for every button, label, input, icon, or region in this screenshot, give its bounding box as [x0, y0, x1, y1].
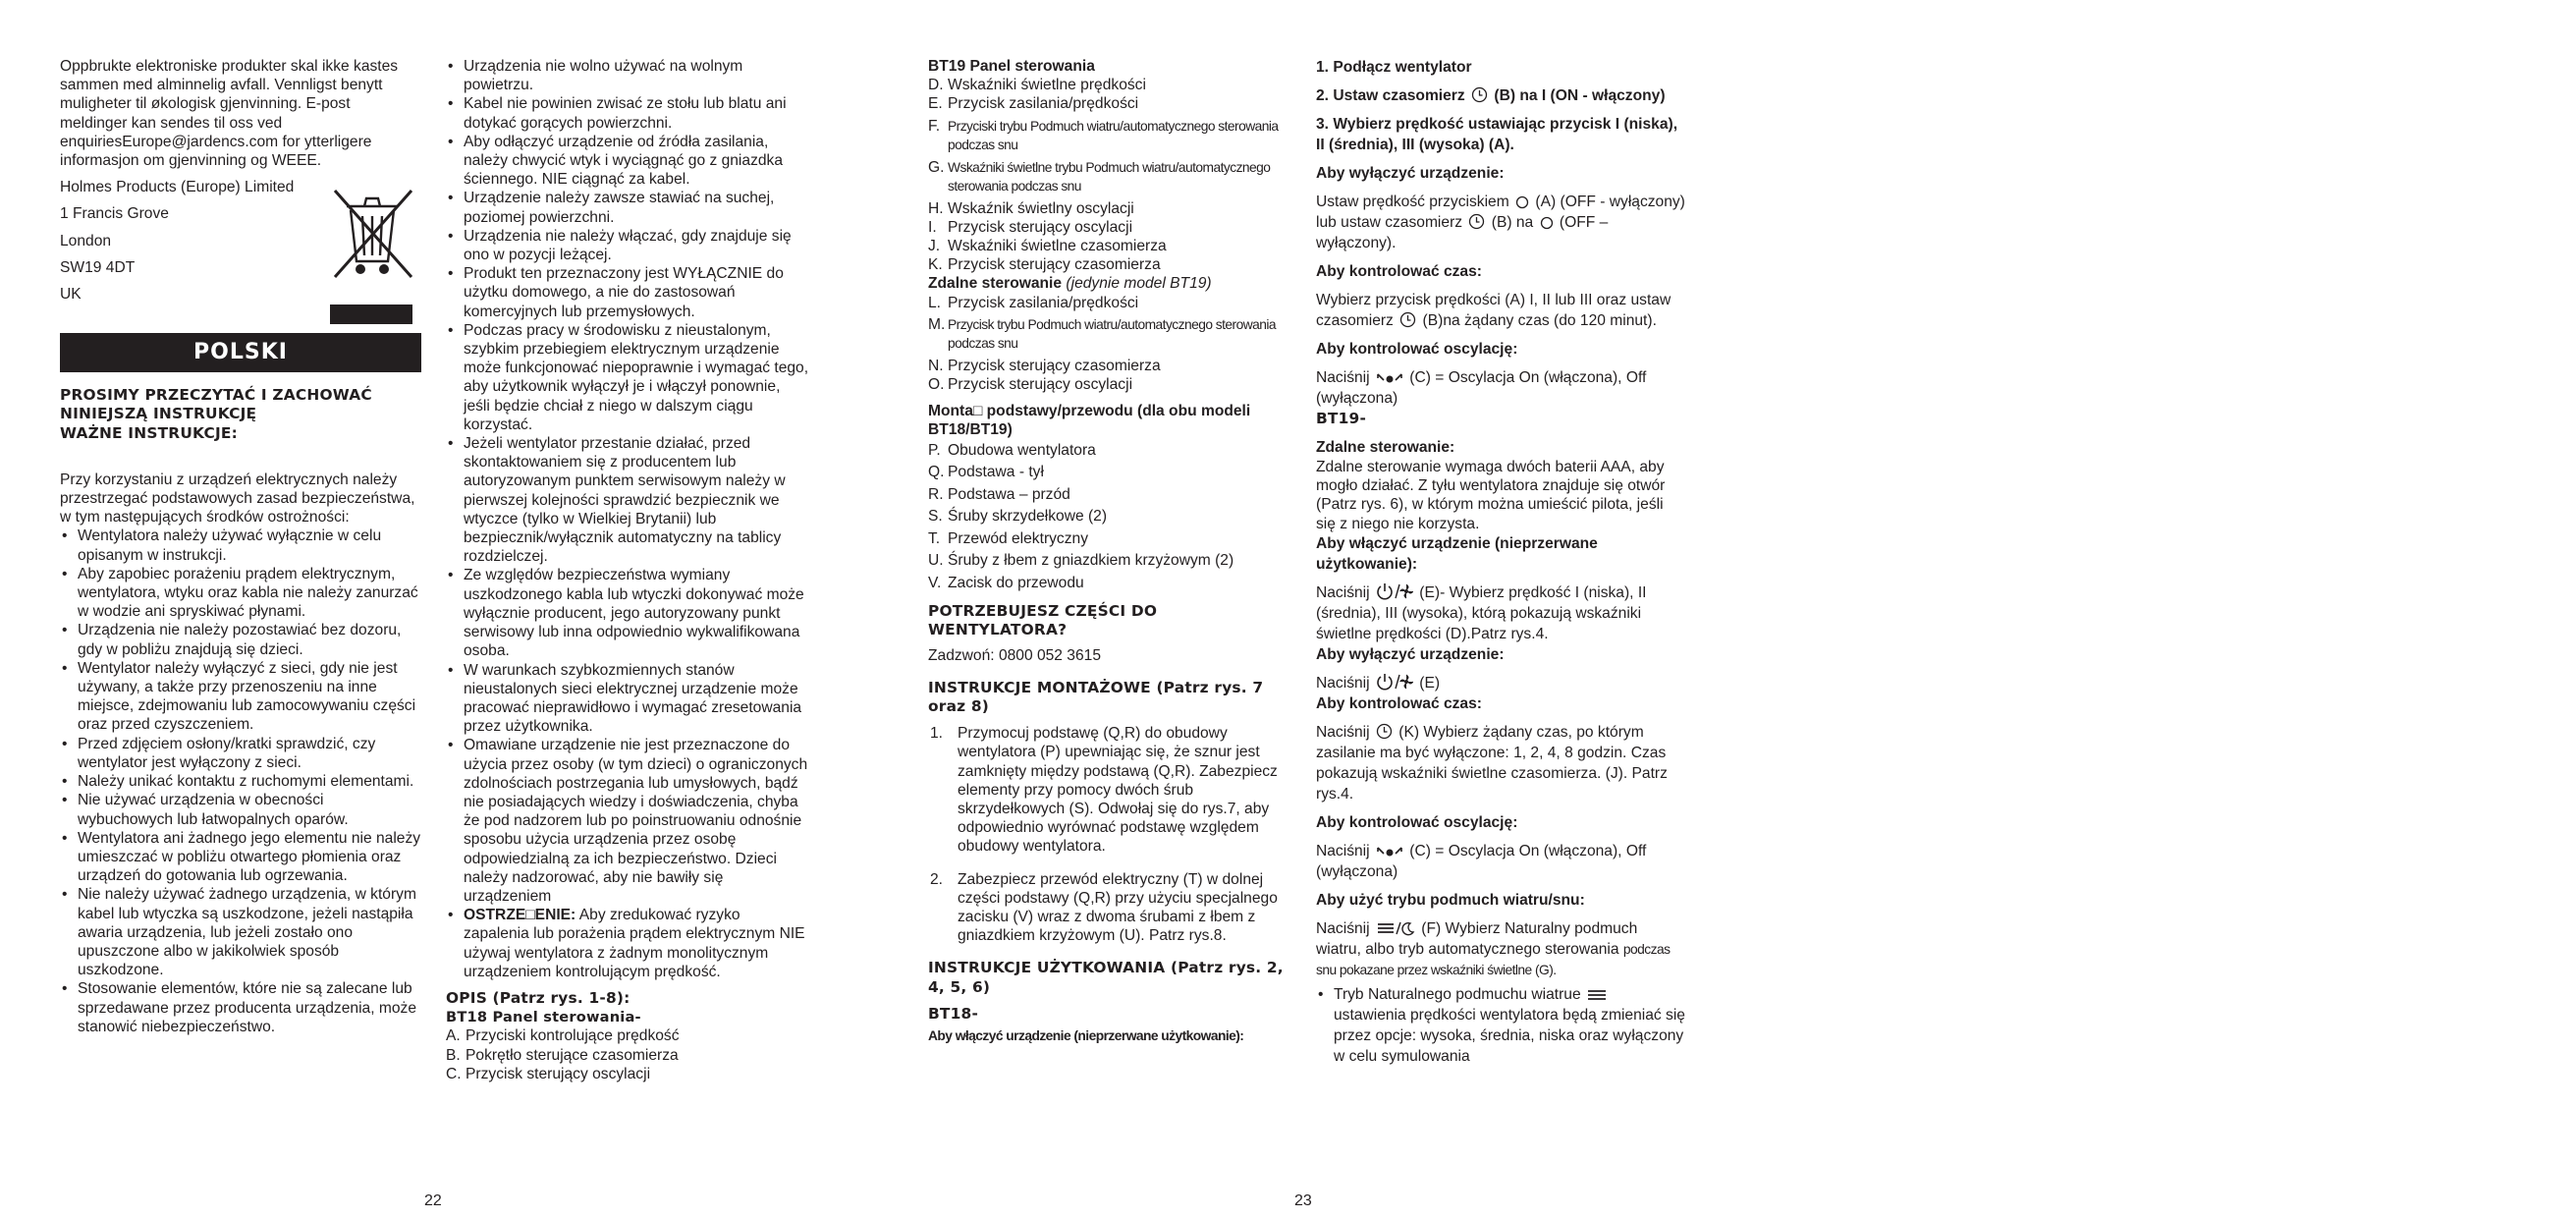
off2-heading: Aby wyłączyć urządzenie: — [1316, 645, 1505, 663]
page-number-left: 22 — [424, 1192, 442, 1209]
address-line: 1 Francis Grove — [60, 205, 169, 223]
bt18-panel-heading: BT18 Panel sterowania- — [446, 1009, 641, 1026]
list-item: • Tryb Naturalnego podmuchu wiatrue ustawienia prędkości wentylatora będą zmieniać się przez opcje: wysoka, średnia, niska oraz wyłączony w celu symulowania — [1316, 984, 1685, 1067]
list-item: V. Zacisk do przewodu — [928, 574, 1084, 591]
remote-usage-heading: Zdalne sterowanie: — [1316, 439, 1455, 456]
list-item: M. Przycisk trybu Podmuch wiatru/automatycznego sterowania podczas snu — [928, 315, 1276, 352]
list-item: • Produkt ten przeznaczony jest WYŁĄCZNIE do użytku domowego, a nie do zastosowań komercyjnych lub przemysłowych. — [446, 264, 809, 321]
timer-icon — [1399, 311, 1416, 328]
left-column-2 — [446, 57, 809, 1083]
bt18-panel-list — [446, 1026, 809, 1083]
list-item: • W warunkach szybkozmiennych stanów nieustalonych sieci elektrycznej urządzenie może pracować nieprawidłowo i wymagać zresetowania przez użytkownika. — [446, 661, 809, 737]
parts-heading: POTRZEBUJESZ CZĘŚCI DO WENTYLATORA? — [928, 602, 1158, 639]
power-speed-icon — [1376, 673, 1413, 691]
warning-text: Aby zredukować ryzyko zapalenia lub porażenia prądem elektrycznym NIE używaj wentylatora z żadnym monolitycznym urządzeniem kontrolującym prędkość. — [464, 907, 805, 980]
bt19-panel-list — [928, 76, 1291, 274]
timer-icon — [1376, 723, 1393, 740]
list-item: F. Przyciski trybu Podmuch wiatru/automatycznego sterowania podczas snu — [928, 117, 1279, 153]
list-item: H. Wskaźnik świetlny oscylacji — [928, 199, 1134, 217]
time-text: Wybierz przycisk prędkości (A) I, II lub III oraz ustaw czasomierz (B)na żądany czas (do 120 minut). — [1316, 292, 1672, 329]
bt18-on-heading: Aby włączyć urządzenie (nieprzerwane użytkowanie): — [928, 1028, 1244, 1043]
list-item: • Wentylatora należy używać wyłącznie w celu opisanym w instrukcji. — [60, 526, 421, 564]
timer-icon — [1468, 213, 1485, 230]
parts-phone: Zadzwoń: 0800 052 3615 — [928, 646, 1102, 664]
safety-list-continued — [446, 57, 809, 981]
off-text: Ustaw prędkość przyciskiem (A) (OFF - wyłączony) lub ustaw czasomierz (B) na (OFF – wyłączony). — [1316, 194, 1685, 251]
address-line: Holmes Products (Europe) Limited — [60, 179, 295, 196]
list-item: 2. Zabezpiecz przewód elektryczny (T) w dolnej części podstawy (Q,R) przy użyciu specjalnego zacisku (V) wraz z dwoma śrubami z łbem z gniazdkiem krzyżowym (U). Patrz rys.8. — [930, 870, 1278, 945]
time2-text: Naciśnij (K) Wybierz żądany czas, po którym zasilanie ma być wyłączone: 1, 2, 4, 8 godzin. Czas pokazują wskaźniki świetlne czasomierza. (J). Patrz rys.4. — [1316, 723, 1668, 803]
list-item: • Aby zapobiec porażeniu prądem elektrycznym, wentylatora, wtyku oraz kabla nie należy zanurzać w wodzie ani spryskiwać płynami. — [60, 565, 421, 622]
list-item: • Przed zdjęciem osłony/kratki sprawdzić, czy wentylator jest wyłączony z sieci. — [60, 735, 421, 772]
list-item: • Kabel nie powinien zwisać ze stołu lub blatu ani dotykać gorących powierzchni. — [446, 94, 809, 132]
address-line: London — [60, 232, 112, 249]
oscillation-icon — [1376, 845, 1403, 859]
warning-label: OSTRZE□ENIE: — [464, 907, 576, 924]
list-item: • Nie używać urządzenia w obecności wybuchowych lub łatwopalnych oparów. — [60, 791, 421, 828]
important-instructions-heading: WAŻNE INSTRUKCJE: — [60, 423, 238, 442]
breeze-sleep-icon — [1376, 920, 1415, 936]
list-item: • Wentylatora ani żadnego jego elementu nie należy umieszczać w pobliżu otwartego płomienia oraz urządzeń do gotowania lub ogrzewania. — [60, 829, 421, 886]
list-item: E. Przycisk zasilania/prędkości — [928, 95, 1139, 113]
safety-intro: Przy korzystaniu z urządzeń elektrycznych należy przestrzegać podstawowych zasad bezpieczeństwa, w tym następujących środków ostrożności: — [60, 471, 415, 526]
list-item: A. Przyciski kontrolujące prędkość — [446, 1027, 680, 1045]
list-item: • Omawiane urządzenie nie jest przeznaczone do użycia przez osoby (w tym dzieci) o ograniczonych zdolnościach postrzegania lub umysłowych, bądź nie posiadających wiedzy i doświadczenia, chyba że pod nadzorem lub po poinstruowaniu odnośnie sposobu użycia urządzenia przez osobę odpowiedzialną za ich bezpieczeństwo. Dzieci należy nadzorować, aby nie bawiły się urządzeniem — [446, 736, 809, 906]
list-item: O. Przycisk sterujący oscylacji — [928, 376, 1133, 394]
bt18-usage-heading: BT18- — [928, 1004, 979, 1023]
weee-underline-bar — [330, 305, 412, 324]
right-column-1 — [928, 57, 1291, 1046]
list-item: T. Przewód elektryczny — [928, 529, 1088, 547]
off-circle-icon — [1515, 195, 1529, 209]
remote-heading: Zdalne sterowanie (jedynie model BT19) — [928, 275, 1212, 293]
list-item: • Wentylator należy wyłączyć z sieci, gdy nie jest używany, a także przy przenoszeniu na inne miejsce, zdejmowaniu lub zamocowywaniu części oraz przed czyszczeniem. — [60, 659, 421, 735]
list-item: • Urządzenia nie należy pozostawiać bez dozoru, gdy w pobliżu znajdują się dzieci. — [60, 621, 421, 658]
list-item: • Urządzenie należy zawsze stawiać na suchej, poziomej powierzchni. — [446, 189, 809, 226]
list-item: C. Przycisk sterujący oscylacji — [446, 1065, 651, 1082]
list-item: D. Wskaźniki świetlne prędkości — [928, 77, 1146, 94]
step-speed: 3. Wybierz prędkość ustawiając przycisk I (niska), II (średnia), III (wysoka) (A). — [1316, 116, 1678, 153]
list-item: G. Wskaźniki świetlne trybu Podmuch wiatru/automatycznego sterowania podczas snu — [928, 158, 1271, 194]
usage-heading: INSTRUKCJE UŻYTKOWANIA (Patrz rys. 2, 4, 5, 6) — [928, 959, 1284, 996]
breeze-icon — [1587, 988, 1607, 1002]
opis-heading: OPIS (Patrz rys. 1-8): — [446, 988, 630, 1007]
off2-text: Naciśnij (E) — [1316, 674, 1441, 692]
list-item: • Jeżeli wentylator przestanie działać, przed skontaktowaniem się z producentem lub autoryzowanym punktem serwisowym należy w pierwszej kolejności sprawdzić bezpiecznik we wtyczce (tylko w Wielkiej Brytanii) lub bezpiecznik/wyłącznik automatyczny na tablicy rozdzielczej. — [446, 434, 809, 566]
bt19-panel-heading: BT19 Panel sterowania — [928, 58, 1095, 75]
list-item: K. Przycisk sterujący czasomierza — [928, 256, 1161, 274]
list-item: U. Śruby z łbem z gniazdkiem krzyżowym (2) — [928, 552, 1234, 570]
remote-usage-text: Zdalne sterowanie wymaga dwóch baterii AAA, aby mogło działać. Z tyłu wentylatora znajduje się otwór (Patrz rys. 6), w którym można umieścić pilota, jeśli się z niego nie korzysta. — [1316, 459, 1666, 532]
list-item: • Ze względów bezpieczeństwa wymiany uszkodzonego kabla lub wtyczki dokonywać może wyłącznie producent, jego autoryzowany punkt serwisowy lub inna odpowiednio wykwalifikowana osoba. — [446, 566, 809, 660]
oscillation-icon — [1376, 371, 1403, 385]
time2-heading: Aby kontrolować czas: — [1316, 694, 1482, 712]
osc2-text: Naciśnij (C) = Oscylacja On (włączona), Off (wyłączona) — [1316, 842, 1647, 880]
breeze-text: Naciśnij (F) Wybierz Naturalny podmuch wiatru, albo tryb automatycznego sterowania podczas snu pokazane przez wskaźniki świetlne (G). — [1316, 919, 1671, 977]
list-item: • Nie należy używać żadnego urządzenia, w którym kabel lub wtyczka są uszkodzone, jeżeli nastąpiła awaria urządzenia, lub jeżeli zostało ono upuszczone albo w jakikolwiek sposób uszkodzone. — [60, 885, 421, 979]
address-line: UK — [60, 286, 82, 304]
page-number-right: 23 — [1294, 1192, 1312, 1209]
list-item: P. Obudowa wentylatora — [928, 441, 1096, 459]
list-item: L. Przycisk zasilania/prędkości — [928, 294, 1139, 311]
list-item: • Stosowanie elementów, które nie są zalecane lub sprzedawane przez producenta urządzenia, może stanowić niebezpieczeństwo. — [60, 979, 421, 1036]
mount-list — [928, 440, 1291, 595]
mount-heading: Monta□ podstawy/przewodu (dla obu modeli BT18/BT19) — [928, 403, 1251, 439]
language-banner: POLSKI — [60, 333, 421, 372]
breeze-heading: Aby użyć trybu podmuch wiatru/snu: — [1316, 891, 1585, 909]
norsk-recycling-text: Oppbrukte elektroniske produkter skal ikke kastes sammen med alminnelig avfall. Vennligst benytt muligheter til økologisk gjenvinning. E-post meldinger kan sendes til oss ved enquiriesEurope@jardencs.com for ytterligere informasjon om gjenvinning og WEEE. — [60, 58, 399, 170]
timer-icon — [1471, 86, 1488, 103]
list-item: S. Śruby skrzydełkowe (2) — [928, 508, 1108, 526]
list-item: • Urządzenia nie wolno używać na wolnym powietrzu. — [446, 57, 809, 94]
list-item: • Należy unikać kontaktu z ruchomymi elementami. — [60, 772, 421, 791]
breeze-bullets — [1316, 984, 1685, 1067]
remote-list — [928, 294, 1291, 395]
osc2-heading: Aby kontrolować oscylację: — [1316, 813, 1518, 831]
list-item: N. Przycisk sterujący czasomierza — [928, 357, 1161, 374]
assembly-steps — [928, 724, 1291, 945]
list-item: Q. Podstawa - tył — [928, 464, 1044, 481]
osc-text: Naciśnij (C) = Oscylacja On (włączona), Off (wyłączona) — [1316, 369, 1647, 407]
list-item: J. Wskaźniki świetlne czasomierza — [928, 238, 1167, 255]
on2-text: Naciśnij (E)- Wybierz prędkość I (niska), II (średnia), III (wysoka), którą pokazują wskaźniki świetlne prędkości (D).Patrz rys.4. — [1316, 583, 1647, 642]
off-heading: Aby wyłączyć urządzenie: — [1316, 165, 1505, 182]
list-item: 1. Przymocuj podstawę (Q,R) do obudowy wentylatora (P) upewniając się, że sznur jest zamknięty między podstawą (Q,R). Zabezpiecz elementy przy pomocy dwóch śrub skrzydełkowych (S). Odwołaj się do rys.7, aby odpowiednio wyrównać podstawę względem obudowy wentylatora. — [930, 725, 1278, 856]
time-heading: Aby kontrolować czas: — [1316, 263, 1482, 280]
list-item: • Aby odłączyć urządzenie od źródła zasilania, należy chwycić wtyk i wyciągnąć go z gniazdka ściennego. NIE ciągnąć za kabel. — [446, 133, 809, 190]
power-speed-icon — [1376, 582, 1413, 600]
list-item: R. Podstawa – przód — [928, 485, 1070, 503]
list-item: B. Pokrętło sterujące czasomierza — [446, 1046, 679, 1064]
read-and-keep-heading: PROSIMY PRZECZYTAĆ I ZACHOWAĆ NINIEJSZĄ INSTRUKCJĘ — [60, 386, 372, 423]
assembly-heading: INSTRUKCJE MONTAŻOWE (Patrz rys. 7 oraz 8) — [928, 678, 1264, 715]
step-connect: 1. Podłącz wentylator — [1316, 59, 1472, 76]
list-item: • Podczas pracy w środowisku z nieustalonym, szybkim przebiegiem elektrycznym urządzenie może funkcjonować niepoprawnie i wymagać tego, aby użytkownik wyłączył je i włączył ponownie, jeśli będzie chciał z niego w dalszym ciągu korzystać. — [446, 321, 809, 434]
off-circle-icon — [1540, 216, 1554, 230]
step-timer: 2. Ustaw czasomierz (B) na I (ON - włączony) — [1316, 87, 1666, 104]
list-item: • Urządzenia nie należy włączać, gdy znajduje się ono w pozycji leżącej. — [446, 227, 809, 264]
weee-crossed-bin-icon — [325, 185, 419, 283]
safety-list — [60, 526, 421, 1035]
bt19-usage-heading: BT19- — [1316, 410, 1367, 427]
right-column-2 — [1316, 57, 1685, 1067]
warning-item — [446, 906, 809, 981]
list-item: I. Przycisk sterujący oscylacji — [928, 218, 1133, 236]
address-line: SW19 4DT — [60, 258, 136, 276]
on2-heading: Aby włączyć urządzenie (nieprzerwane użytkowanie): — [1316, 534, 1598, 573]
osc-heading: Aby kontrolować oscylację: — [1316, 341, 1518, 358]
